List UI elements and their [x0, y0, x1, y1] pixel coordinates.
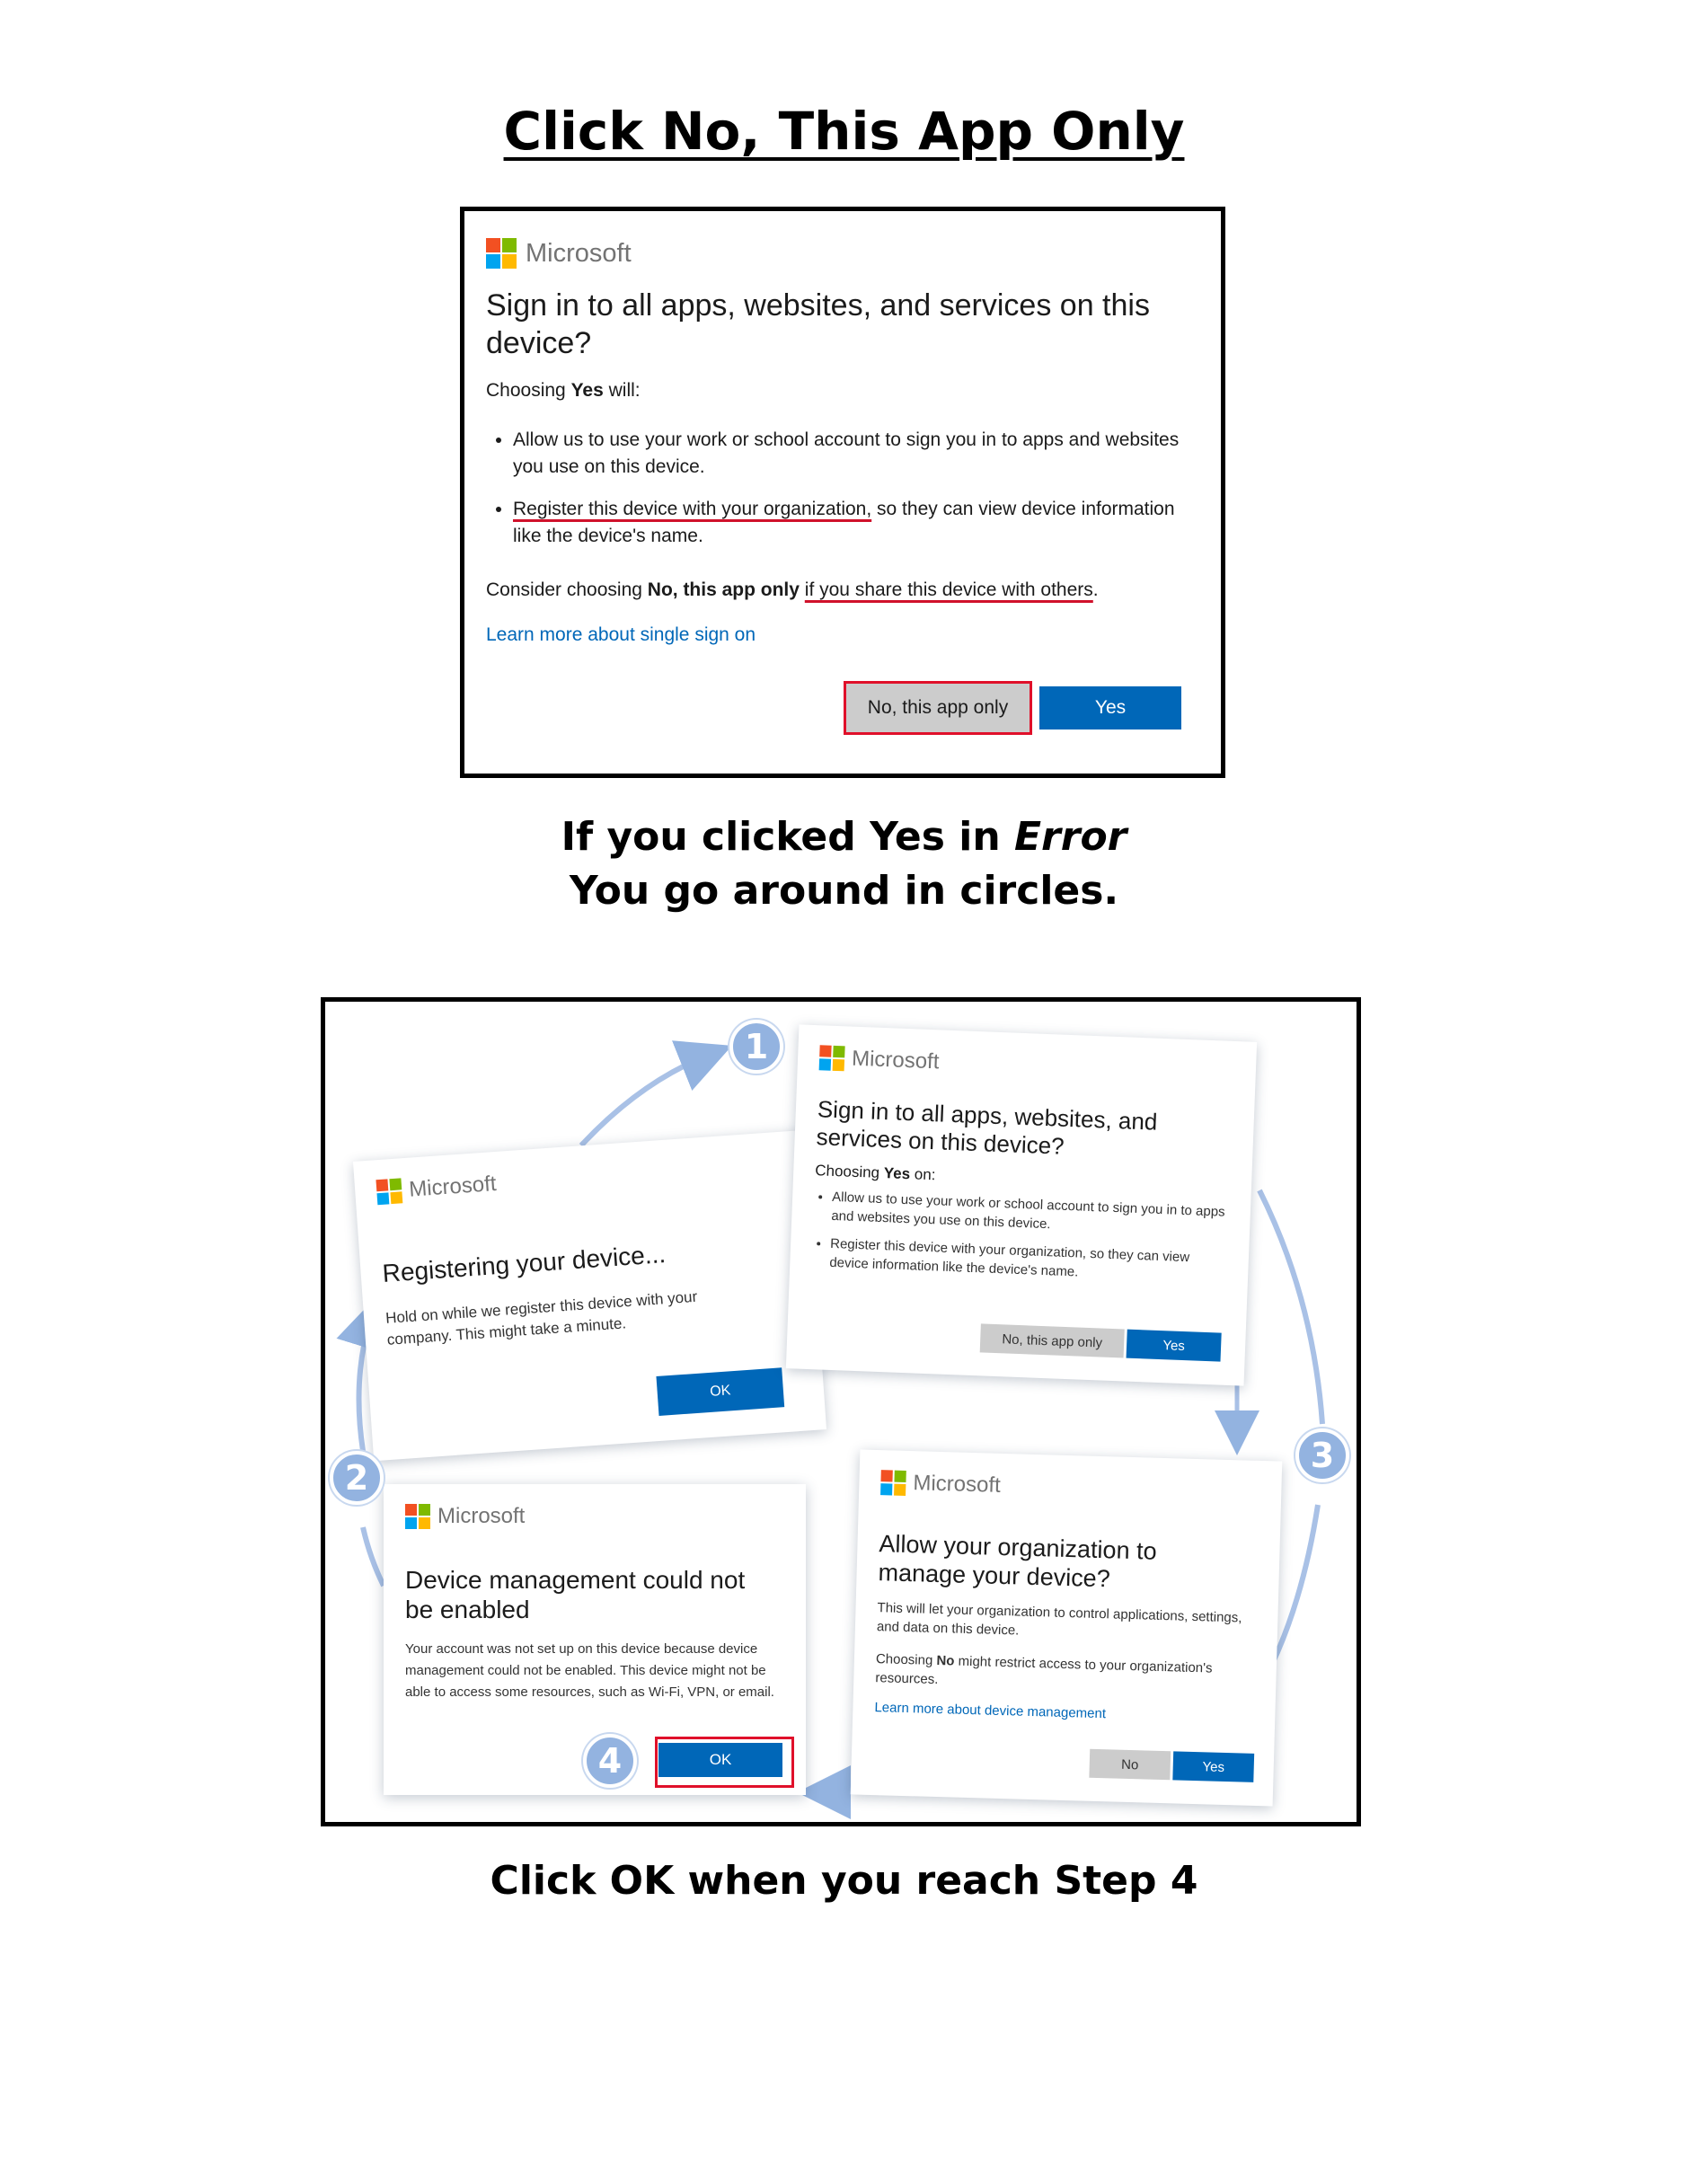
step-2-badge: 2: [330, 1451, 384, 1505]
allow-title: Allow your organization to manage your device?: [878, 1530, 1158, 1593]
allow-text: This will let your organization to control applications, settings, and data on this device.: [876, 1600, 1242, 1639]
microsoft-logo: Microsoft: [819, 1045, 940, 1074]
bullet-register: • Register this device with your organization, so they can view device information like the device's name.: [513, 496, 1196, 550]
registering-card: [353, 1130, 826, 1461]
error-note: [0, 810, 1688, 918]
consider-text: Consider choosing No, this app only if you share this device with others.: [486, 579, 1099, 600]
microsoft-logo: Microsoft: [376, 1172, 497, 1205]
yes-button[interactable]: Yes: [1172, 1751, 1254, 1782]
highlight-share: if you share this device with others: [804, 579, 1093, 600]
signin-intro: Choosing Yes on:: [814, 1162, 936, 1184]
step-3-badge: 3: [1295, 1428, 1349, 1482]
microsoft-logo-text: Microsoft: [526, 238, 632, 268]
ok-button[interactable]: OK: [656, 1367, 784, 1416]
learn-more-link[interactable]: Learn more about single sign on: [486, 624, 756, 645]
signin-bullets: [811, 1187, 1227, 1287]
highlight-register: Register this device with your organization,: [513, 499, 872, 519]
signin-title: Sign in to all apps, websites, and services on this device?: [816, 1095, 1158, 1160]
arrow-to-step-1: [581, 1056, 707, 1145]
allow-management-card: [851, 1450, 1283, 1807]
registration-loop-diagram: [321, 997, 1361, 1826]
signin-bullet-allow: • Allow us to use your work or school account to sign you in to apps and websites you use on this device.: [831, 1188, 1227, 1241]
no-this-app-only-button[interactable]: No, this app only: [980, 1323, 1125, 1357]
microsoft-logo-icon: [405, 1504, 430, 1529]
registering-title: Registering your device...: [381, 1240, 667, 1288]
step-4-badge: 4: [583, 1734, 637, 1788]
dialog-bullets: [486, 427, 1196, 565]
footer-instruction: Click OK when you reach Step 4: [490, 1858, 1198, 1904]
microsoft-logo: Microsoft: [405, 1504, 525, 1529]
step-1-badge: 1: [729, 1020, 783, 1074]
ok-button[interactable]: OK: [658, 1743, 782, 1777]
microsoft-logo-icon: [819, 1045, 845, 1071]
microsoft-logo-icon: [880, 1470, 906, 1496]
page-title: Click No, This App Only: [503, 101, 1185, 162]
microsoft-logo-icon: [376, 1178, 402, 1205]
bullet-allow: • Allow us to use your work or school account to sign you in to apps and websites you use on this device.: [513, 427, 1196, 481]
failed-title: Device management could not be enabled: [405, 1566, 746, 1623]
learn-more-link[interactable]: Learn more about device management: [874, 1700, 1107, 1722]
no-button[interactable]: No: [1089, 1749, 1171, 1781]
microsoft-logo: [486, 238, 632, 269]
signin-bullet-register: • Register this device with your organization, so they can view device information like the device's name.: [829, 1234, 1225, 1287]
microsoft-logo: Microsoft: [880, 1470, 1001, 1499]
no-this-app-only-button[interactable]: No, this app only: [844, 681, 1032, 735]
dialog-title: Sign in to all apps, websites, and services on this device?: [486, 288, 1150, 360]
arrow-step-2-down: [363, 1527, 384, 1586]
arrow-to-step-3: [1259, 1190, 1322, 1424]
note-line-2: You go around in circles.: [569, 868, 1119, 914]
dialog-intro: Choosing Yes will:: [486, 380, 641, 401]
signin-card: [786, 1024, 1257, 1385]
yes-button[interactable]: Yes: [1039, 686, 1181, 729]
microsoft-logo-icon: [486, 238, 517, 269]
registering-text: Hold on while we register this device with your company. This might take a minute.: [384, 1287, 698, 1348]
failed-text: Your account was not set up on this device because device management could not be enabled. This device might not be able to access some resources, such as Wi-Fi, VPN, or email.: [405, 1641, 774, 1700]
signin-dialog-screenshot: [460, 207, 1225, 778]
yes-button[interactable]: Yes: [1127, 1330, 1222, 1362]
ok-highlight-box: [655, 1737, 794, 1788]
allow-warning: Choosing No might restrict access to your organization's resources.: [875, 1651, 1213, 1688]
note-line-1: If you clicked Yes in Error: [561, 814, 1127, 860]
